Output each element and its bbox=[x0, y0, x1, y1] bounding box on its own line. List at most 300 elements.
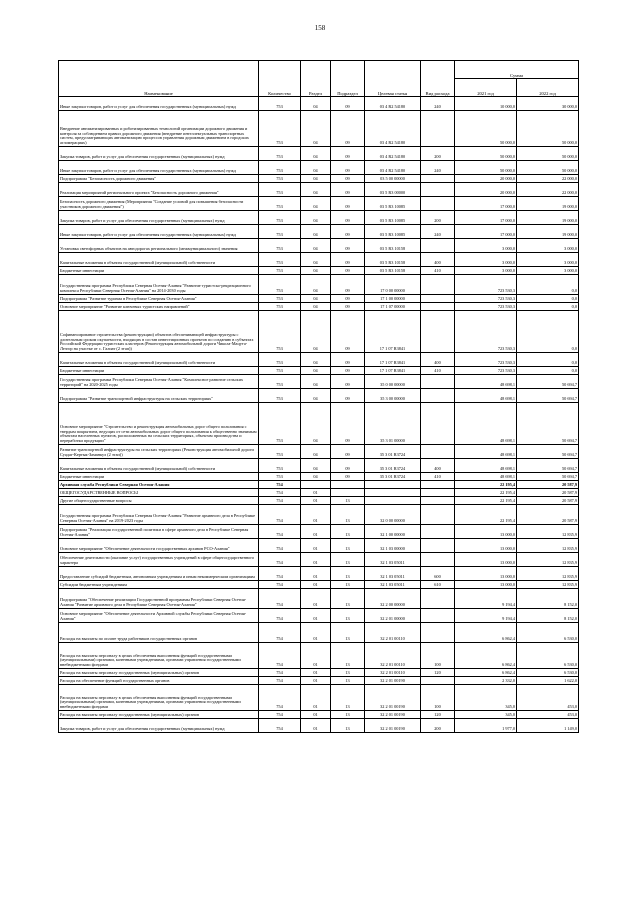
row-target-article: 32 2 01 00110 bbox=[365, 623, 421, 643]
row-name: Установка светофорных объектов на автодорогах регионального (межмуниципального) значения bbox=[59, 239, 259, 253]
row-sum-2022: 3 000,0 bbox=[517, 253, 579, 267]
header-section: Раздел bbox=[301, 61, 331, 97]
row-target-article: 03 4 R2 54180 bbox=[365, 161, 421, 175]
row-name: Развитие транспортной инфраструктуры на сельских территориях (Реконструкция автомобильной дороги Суадаг-Кертык-Заманкул (2 этап)) bbox=[59, 445, 259, 459]
row-name: Бюджетные инвестиции bbox=[59, 473, 259, 481]
row-expense-type bbox=[421, 183, 455, 197]
row-section: 04 bbox=[301, 459, 331, 473]
table-row bbox=[59, 539, 579, 553]
row-expense-type: 400 bbox=[421, 353, 455, 367]
row-section: 04 bbox=[301, 303, 331, 311]
row-expense-type bbox=[421, 497, 455, 505]
row-sum-2021: 50 000,0 bbox=[455, 147, 517, 161]
row-section: 01 bbox=[301, 677, 331, 685]
row-name: ОБЩЕГОСУДАРСТВЕННЫЕ ВОПРОСЫ bbox=[59, 489, 259, 497]
table-row bbox=[59, 497, 579, 505]
page-number: 158 bbox=[314, 24, 326, 32]
header-quantity: Количество bbox=[259, 61, 301, 97]
row-section: 01 bbox=[301, 623, 331, 643]
row-quantity: 753 bbox=[259, 147, 301, 161]
row-quantity: 754 bbox=[259, 685, 301, 711]
row-name: Расходы на выплаты по оплате труда работников государственных органов bbox=[59, 623, 259, 643]
row-expense-type: 120 bbox=[421, 669, 455, 677]
row-subsection: 13 bbox=[331, 553, 365, 567]
row-subsection: 09 bbox=[331, 353, 365, 367]
row-target-article bbox=[365, 489, 421, 497]
row-target-article: 35 3 01 00000 bbox=[365, 403, 421, 445]
row-sum-2022: 20 587,9 bbox=[517, 481, 579, 489]
row-quantity: 753 bbox=[259, 367, 301, 375]
row-target-article: 32 2 01 00110 bbox=[365, 643, 421, 669]
row-quantity: 753 bbox=[259, 389, 301, 403]
row-sum-2022: 12 835,9 bbox=[517, 539, 579, 553]
row-subsection: 09 bbox=[331, 97, 365, 111]
row-name: Расходы на выплаты персоналу в целях обеспечения выполнения функций государственными (муниципальными) органами, казенными учреждениями, органами управления государственными внебюджетными фондами bbox=[59, 643, 259, 669]
row-sum-2022: 19 000,0 bbox=[517, 197, 579, 211]
row-sum-2021: 1 977,0 bbox=[455, 719, 517, 733]
row-section: 04 bbox=[301, 295, 331, 303]
header-sum: Сумма bbox=[455, 61, 579, 79]
row-quantity: 754 bbox=[259, 711, 301, 719]
table-row bbox=[59, 677, 579, 685]
row-quantity: 753 bbox=[259, 473, 301, 481]
table-row bbox=[59, 239, 579, 253]
row-quantity: 753 bbox=[259, 225, 301, 239]
row-target-article bbox=[365, 481, 421, 489]
row-name: Подпрограмма "Развитие туризма в Республике Северная Осетия-Алания" bbox=[59, 295, 259, 303]
row-target-article: 32 2 01 00190 bbox=[365, 719, 421, 733]
row-sum-2021: 723 530,3 bbox=[455, 295, 517, 303]
row-expense-type: 400 bbox=[421, 459, 455, 473]
table-row bbox=[59, 581, 579, 589]
row-section: 04 bbox=[301, 353, 331, 367]
row-sum-2021: 20 000,0 bbox=[455, 175, 517, 183]
row-expense-type: 100 bbox=[421, 685, 455, 711]
row-subsection: 09 bbox=[331, 161, 365, 175]
row-subsection: 13 bbox=[331, 581, 365, 589]
row-expense-type bbox=[421, 481, 455, 489]
header-name: Наименование bbox=[59, 61, 259, 97]
row-quantity: 753 bbox=[259, 211, 301, 225]
table-row bbox=[59, 211, 579, 225]
row-sum-2021: 50 000,0 bbox=[455, 111, 517, 147]
row-target-article: 35 3 01 R3724 bbox=[365, 445, 421, 459]
row-sum-2021: 22 195,4 bbox=[455, 497, 517, 505]
row-section: 04 bbox=[301, 473, 331, 481]
row-sum-2022: 12 835,9 bbox=[517, 567, 579, 581]
row-quantity: 754 bbox=[259, 643, 301, 669]
row-subsection: 09 bbox=[331, 459, 365, 473]
row-target-article: 35 3 00 00000 bbox=[365, 389, 421, 403]
row-name: Внедрение автоматизированных и роботизированных технологий организации дорожного движения и контроля за соблюдением правил дорожного движения (внедрение интеллектуальных транспортных систем, предусматривающих автоматизацию процессов управления дорожным движением в городских агломерациях) bbox=[59, 111, 259, 147]
row-section: 04 bbox=[301, 183, 331, 197]
row-sum-2021: 48 698,1 bbox=[455, 375, 517, 389]
row-section: 04 bbox=[301, 275, 331, 295]
row-sum-2022: 50 694,7 bbox=[517, 375, 579, 389]
row-target-article: 03 4 R2 54180 bbox=[365, 97, 421, 111]
row-target-article: 03 4 R2 54180 bbox=[365, 111, 421, 147]
row-subsection: 13 bbox=[331, 643, 365, 669]
row-subsection: 13 bbox=[331, 609, 365, 623]
table-row bbox=[59, 197, 579, 211]
table-row bbox=[59, 225, 579, 239]
row-expense-type bbox=[421, 553, 455, 567]
table-row bbox=[59, 253, 579, 267]
row-sum-2021: 6 862,4 bbox=[455, 669, 517, 677]
row-quantity: 753 bbox=[259, 253, 301, 267]
row-subsection: 13 bbox=[331, 539, 365, 553]
row-subsection: 13 bbox=[331, 685, 365, 711]
table-row bbox=[59, 367, 579, 375]
row-quantity: 753 bbox=[259, 311, 301, 353]
row-section: 04 bbox=[301, 225, 331, 239]
row-name: Бюджетные инвестиции bbox=[59, 367, 259, 375]
row-target-article: 03 5 R3 10158 bbox=[365, 253, 421, 267]
row-target-article: 03 4 R2 54180 bbox=[365, 147, 421, 161]
row-section: 04 bbox=[301, 389, 331, 403]
row-sum-2021: 17 000,0 bbox=[455, 225, 517, 239]
row-name: Государственная программа Республики Северная Осетия-Алания "Развитие туристско-рекреационного комплекса Республики Северная Осетия-Алания" на 2014-2030 годы bbox=[59, 275, 259, 295]
row-sum-2022: 22 000,0 bbox=[517, 183, 579, 197]
row-subsection: 09 bbox=[331, 111, 365, 147]
row-expense-type: 120 bbox=[421, 711, 455, 719]
table-row bbox=[59, 295, 579, 303]
row-subsection: 09 bbox=[331, 183, 365, 197]
row-sum-2022: 50 694,7 bbox=[517, 473, 579, 481]
row-name: Капитальные вложения в объекты государственной (муниципальной) собственности bbox=[59, 253, 259, 267]
row-target-article: 35 0 00 00000 bbox=[365, 375, 421, 389]
table-row bbox=[59, 623, 579, 643]
table-row bbox=[59, 275, 579, 295]
row-expense-type: 200 bbox=[421, 211, 455, 225]
row-expense-type bbox=[421, 111, 455, 147]
table-row bbox=[59, 353, 579, 367]
row-quantity: 754 bbox=[259, 525, 301, 539]
row-quantity: 754 bbox=[259, 719, 301, 733]
row-section: 04 bbox=[301, 403, 331, 445]
row-section: 04 bbox=[301, 147, 331, 161]
row-name: Обеспечение деятельности (оказание услуг) государственных учреждений в сфере общегосударственного характера bbox=[59, 553, 259, 567]
row-expense-type bbox=[421, 295, 455, 303]
row-sum-2022: 1 622,0 bbox=[517, 677, 579, 685]
table-row bbox=[59, 161, 579, 175]
row-section: 01 bbox=[301, 525, 331, 539]
row-sum-2021: 723 530,3 bbox=[455, 367, 517, 375]
row-target-article: 03 5 R3 10085 bbox=[365, 197, 421, 211]
row-quantity: 753 bbox=[259, 239, 301, 253]
row-sum-2021: 10 000,0 bbox=[455, 97, 517, 111]
table-row bbox=[59, 489, 579, 497]
row-sum-2022: 8 152,0 bbox=[517, 609, 579, 623]
row-subsection: 09 bbox=[331, 303, 365, 311]
row-expense-type bbox=[421, 445, 455, 459]
row-sum-2021: 3 000,0 bbox=[455, 239, 517, 253]
row-sum-2022: 0,0 bbox=[517, 311, 579, 353]
row-quantity: 754 bbox=[259, 481, 301, 489]
row-sum-2022: 30 000,0 bbox=[517, 97, 579, 111]
row-sum-2022: 12 835,9 bbox=[517, 525, 579, 539]
row-subsection: 09 bbox=[331, 225, 365, 239]
row-sum-2021: 345,0 bbox=[455, 711, 517, 719]
row-subsection: 09 bbox=[331, 267, 365, 275]
row-target-article: 03 5 R3 00000 bbox=[365, 183, 421, 197]
row-subsection: 13 bbox=[331, 669, 365, 677]
budget-table bbox=[58, 60, 579, 733]
row-name: Подпрограмма "Безопасность дорожного движения" bbox=[59, 175, 259, 183]
row-sum-2021: 17 000,0 bbox=[455, 211, 517, 225]
table-row bbox=[59, 311, 579, 353]
table-row bbox=[59, 147, 579, 161]
row-quantity: 754 bbox=[259, 497, 301, 505]
row-sum-2021: 17 000,0 bbox=[455, 197, 517, 211]
row-section: 01 bbox=[301, 609, 331, 623]
row-expense-type: 410 bbox=[421, 267, 455, 275]
table-row bbox=[59, 303, 579, 311]
row-target-article: 17 1 00 00000 bbox=[365, 295, 421, 303]
row-name: Основное мероприятие "Обеспечение деятельности государственных архивов РСО-Алания" bbox=[59, 539, 259, 553]
row-sum-2021: 723 530,3 bbox=[455, 353, 517, 367]
row-target-article: 35 3 01 R3724 bbox=[365, 459, 421, 473]
row-section: 01 bbox=[301, 669, 331, 677]
row-sum-2022: 50 000,0 bbox=[517, 161, 579, 175]
row-target-article: 32 1 00 00000 bbox=[365, 525, 421, 539]
row-section: 04 bbox=[301, 161, 331, 175]
row-section: 01 bbox=[301, 685, 331, 711]
row-sum-2021: 9 194,4 bbox=[455, 589, 517, 609]
row-name: Закупка товаров, работ и услуг для обеспечения государственных (муниципальных) нужд bbox=[59, 147, 259, 161]
row-quantity: 754 bbox=[259, 589, 301, 609]
row-quantity: 754 bbox=[259, 539, 301, 553]
row-target-article: 17 1 07 R3841 bbox=[365, 311, 421, 353]
row-sum-2021: 2 332,0 bbox=[455, 677, 517, 685]
row-target-article: 32 1 03 05011 bbox=[365, 567, 421, 581]
row-target-article: 32 1 03 05011 bbox=[365, 581, 421, 589]
row-subsection: 09 bbox=[331, 403, 365, 445]
row-expense-type: 600 bbox=[421, 567, 455, 581]
row-section: 04 bbox=[301, 311, 331, 353]
row-expense-type: 200 bbox=[421, 147, 455, 161]
row-sum-2022: 50 000,0 bbox=[517, 147, 579, 161]
row-sum-2022: 6 530,0 bbox=[517, 623, 579, 643]
row-sum-2021: 48 698,1 bbox=[455, 473, 517, 481]
row-sum-2021: 22 195,4 bbox=[455, 481, 517, 489]
row-expense-type bbox=[421, 275, 455, 295]
row-expense-type bbox=[421, 505, 455, 525]
header-expense-type: Вид расхода bbox=[421, 61, 455, 97]
row-subsection: 13 bbox=[331, 497, 365, 505]
row-name: Капитальные вложения в объекты государственной (муниципальной) собственности bbox=[59, 353, 259, 367]
table-row bbox=[59, 567, 579, 581]
row-sum-2021: 723 530,3 bbox=[455, 303, 517, 311]
row-quantity: 753 bbox=[259, 97, 301, 111]
row-quantity: 754 bbox=[259, 609, 301, 623]
row-sum-2021: 50 000,0 bbox=[455, 161, 517, 175]
row-expense-type: 400 bbox=[421, 253, 455, 267]
row-sum-2022: 1 149,0 bbox=[517, 719, 579, 733]
row-sum-2022: 3 000,0 bbox=[517, 267, 579, 275]
row-subsection: 09 bbox=[331, 295, 365, 303]
row-section: 04 bbox=[301, 197, 331, 211]
row-sum-2022: 6 530,0 bbox=[517, 669, 579, 677]
row-quantity: 753 bbox=[259, 197, 301, 211]
row-quantity: 753 bbox=[259, 403, 301, 445]
row-target-article: 32 0 00 00000 bbox=[365, 505, 421, 525]
row-name: Расходы на выплаты персоналу государственных (муниципальных) органов bbox=[59, 711, 259, 719]
row-section: 04 bbox=[301, 175, 331, 183]
row-name: Бюджетные инвестиции bbox=[59, 267, 259, 275]
row-name: Закупка товаров, работ и услуг для обеспечения государственных (муниципальных) нужд bbox=[59, 211, 259, 225]
row-quantity: 754 bbox=[259, 623, 301, 643]
row-subsection: 09 bbox=[331, 239, 365, 253]
row-sum-2021: 13 000,0 bbox=[455, 567, 517, 581]
table-row bbox=[59, 175, 579, 183]
row-expense-type: 200 bbox=[421, 719, 455, 733]
row-name: Основное мероприятие "Обеспечение деятельности Архивной службы Республики Северная Осетия-Алания" bbox=[59, 609, 259, 623]
row-target-article: 32 2 01 00190 bbox=[365, 685, 421, 711]
row-target-article: 03 5 00 00000 bbox=[365, 175, 421, 183]
row-quantity: 753 bbox=[259, 161, 301, 175]
row-quantity: 754 bbox=[259, 505, 301, 525]
row-section: 04 bbox=[301, 97, 331, 111]
row-subsection: 09 bbox=[331, 389, 365, 403]
row-expense-type bbox=[421, 239, 455, 253]
row-section: 01 bbox=[301, 719, 331, 733]
row-name: Расходы на выплаты персоналу государственных (муниципальных) органов bbox=[59, 669, 259, 677]
row-subsection: 09 bbox=[331, 197, 365, 211]
row-section: 01 bbox=[301, 489, 331, 497]
row-sum-2021: 345,0 bbox=[455, 685, 517, 711]
row-section: 04 bbox=[301, 375, 331, 389]
row-section: 01 bbox=[301, 567, 331, 581]
row-sum-2022: 12 835,9 bbox=[517, 581, 579, 589]
row-quantity: 754 bbox=[259, 553, 301, 567]
row-name: Предоставление субсидий бюджетным, автономным учреждениям и иным некоммерческим организациям bbox=[59, 567, 259, 581]
header-subsection: Подраздел bbox=[331, 61, 365, 97]
row-expense-type bbox=[421, 609, 455, 623]
row-subsection: 09 bbox=[331, 445, 365, 459]
row-quantity: 754 bbox=[259, 669, 301, 677]
row-quantity: 754 bbox=[259, 581, 301, 589]
row-quantity: 754 bbox=[259, 567, 301, 581]
table-row bbox=[59, 473, 579, 481]
row-section: 04 bbox=[301, 367, 331, 375]
row-sum-2021: 20 000,0 bbox=[455, 183, 517, 197]
row-quantity: 753 bbox=[259, 303, 301, 311]
row-subsection: 09 bbox=[331, 211, 365, 225]
table-row bbox=[59, 711, 579, 719]
row-sum-2022: 50 694,7 bbox=[517, 445, 579, 459]
row-section bbox=[301, 481, 331, 489]
row-sum-2022: 19 000,0 bbox=[517, 225, 579, 239]
row-section: 04 bbox=[301, 111, 331, 147]
row-expense-type: 410 bbox=[421, 367, 455, 375]
row-section: 01 bbox=[301, 505, 331, 525]
row-name: Основное мероприятие "Строительство и реконструкция автомобильных дорог общего пользования с твердым покрытием, ведущих от сети автомобильных дорог общего пользования к общественно значимым объектам населенных пунктов, расположенных на сельских территориях, объектам производства и переработки продукции" bbox=[59, 403, 259, 445]
row-sum-2022: 50 694,7 bbox=[517, 459, 579, 473]
row-name: Иные закупки товаров, работ и услуг для обеспечения государственных (муниципальных) нужд bbox=[59, 97, 259, 111]
row-name: Архивная служба Республики Северная Осетия-Алания bbox=[59, 481, 259, 489]
row-section: 01 bbox=[301, 589, 331, 609]
row-name: Расходы на выплаты персоналу в целях обеспечения выполнения функций государственными (муниципальными) органами, казенными учреждениями, органами управления государственными внебюджетными фондами bbox=[59, 685, 259, 711]
row-quantity: 753 bbox=[259, 353, 301, 367]
table-row bbox=[59, 553, 579, 567]
table-row bbox=[59, 445, 579, 459]
row-subsection: 13 bbox=[331, 525, 365, 539]
row-expense-type bbox=[421, 389, 455, 403]
row-sum-2022: 12 835,9 bbox=[517, 553, 579, 567]
row-target-article: 32 1 03 05011 bbox=[365, 553, 421, 567]
row-target-article: 17 1 07 00000 bbox=[365, 303, 421, 311]
row-name: Подпрограмма "Развитие транспортной инфраструктуры на сельских территориях" bbox=[59, 389, 259, 403]
table-row bbox=[59, 481, 579, 489]
row-subsection: 09 bbox=[331, 175, 365, 183]
row-quantity: 753 bbox=[259, 267, 301, 275]
row-quantity: 753 bbox=[259, 295, 301, 303]
table-row bbox=[59, 669, 579, 677]
table-row bbox=[59, 609, 579, 623]
row-sum-2021: 723 530,3 bbox=[455, 311, 517, 353]
row-subsection: 09 bbox=[331, 275, 365, 295]
row-expense-type bbox=[421, 525, 455, 539]
row-sum-2021: 48 698,1 bbox=[455, 403, 517, 445]
table-row bbox=[59, 589, 579, 609]
row-section: 01 bbox=[301, 539, 331, 553]
row-expense-type bbox=[421, 175, 455, 183]
row-subsection: 13 bbox=[331, 505, 365, 525]
row-subsection: 09 bbox=[331, 147, 365, 161]
row-sum-2022: 453,0 bbox=[517, 711, 579, 719]
table-row bbox=[59, 97, 579, 111]
row-section: 04 bbox=[301, 253, 331, 267]
row-sum-2021: 48 698,1 bbox=[455, 459, 517, 473]
row-expense-type: 410 bbox=[421, 473, 455, 481]
row-name: Другие общегосударственные вопросы bbox=[59, 497, 259, 505]
row-target-article: 03 5 R3 10085 bbox=[365, 211, 421, 225]
row-expense-type: 240 bbox=[421, 161, 455, 175]
header-year-2021: 2021 год bbox=[455, 79, 517, 97]
row-quantity: 753 bbox=[259, 183, 301, 197]
table-row bbox=[59, 643, 579, 669]
row-section: 01 bbox=[301, 711, 331, 719]
row-sum-2021: 9 194,4 bbox=[455, 609, 517, 623]
table-row bbox=[59, 685, 579, 711]
table-row bbox=[59, 111, 579, 147]
row-expense-type: 240 bbox=[421, 225, 455, 239]
row-expense-type bbox=[421, 303, 455, 311]
row-subsection bbox=[331, 489, 365, 497]
table-row bbox=[59, 459, 579, 473]
row-sum-2021: 13 000,0 bbox=[455, 525, 517, 539]
row-sum-2021: 6 862,4 bbox=[455, 623, 517, 643]
row-quantity: 753 bbox=[259, 459, 301, 473]
row-expense-type bbox=[421, 589, 455, 609]
row-target-article: 32 2 00 00000 bbox=[365, 589, 421, 609]
row-sum-2022: 0,0 bbox=[517, 367, 579, 375]
row-target-article: 35 3 01 R3724 bbox=[365, 473, 421, 481]
row-sum-2022: 3 000,0 bbox=[517, 239, 579, 253]
table-row bbox=[59, 403, 579, 445]
row-expense-type bbox=[421, 403, 455, 445]
row-quantity: 754 bbox=[259, 677, 301, 685]
row-subsection: 09 bbox=[331, 375, 365, 389]
row-target-article: 03 5 R3 10158 bbox=[365, 239, 421, 253]
row-sum-2021: 22 195,4 bbox=[455, 489, 517, 497]
row-sum-2022: 0,0 bbox=[517, 303, 579, 311]
row-expense-type bbox=[421, 623, 455, 643]
row-quantity: 753 bbox=[259, 445, 301, 459]
row-name: Софинансирование строительства (реконструкции) объектов обеспечивающей инфраструктуры с длительным сроком окупаемости, входящих в состав инвестиционных проектов по созданию в субъектах Российской Федерации туристских кластеров (Реконструкция автомобильной дороги Чикола-Мацута-Лезгор на участке от с. Галиат (2 этап)) bbox=[59, 311, 259, 353]
row-subsection bbox=[331, 481, 365, 489]
